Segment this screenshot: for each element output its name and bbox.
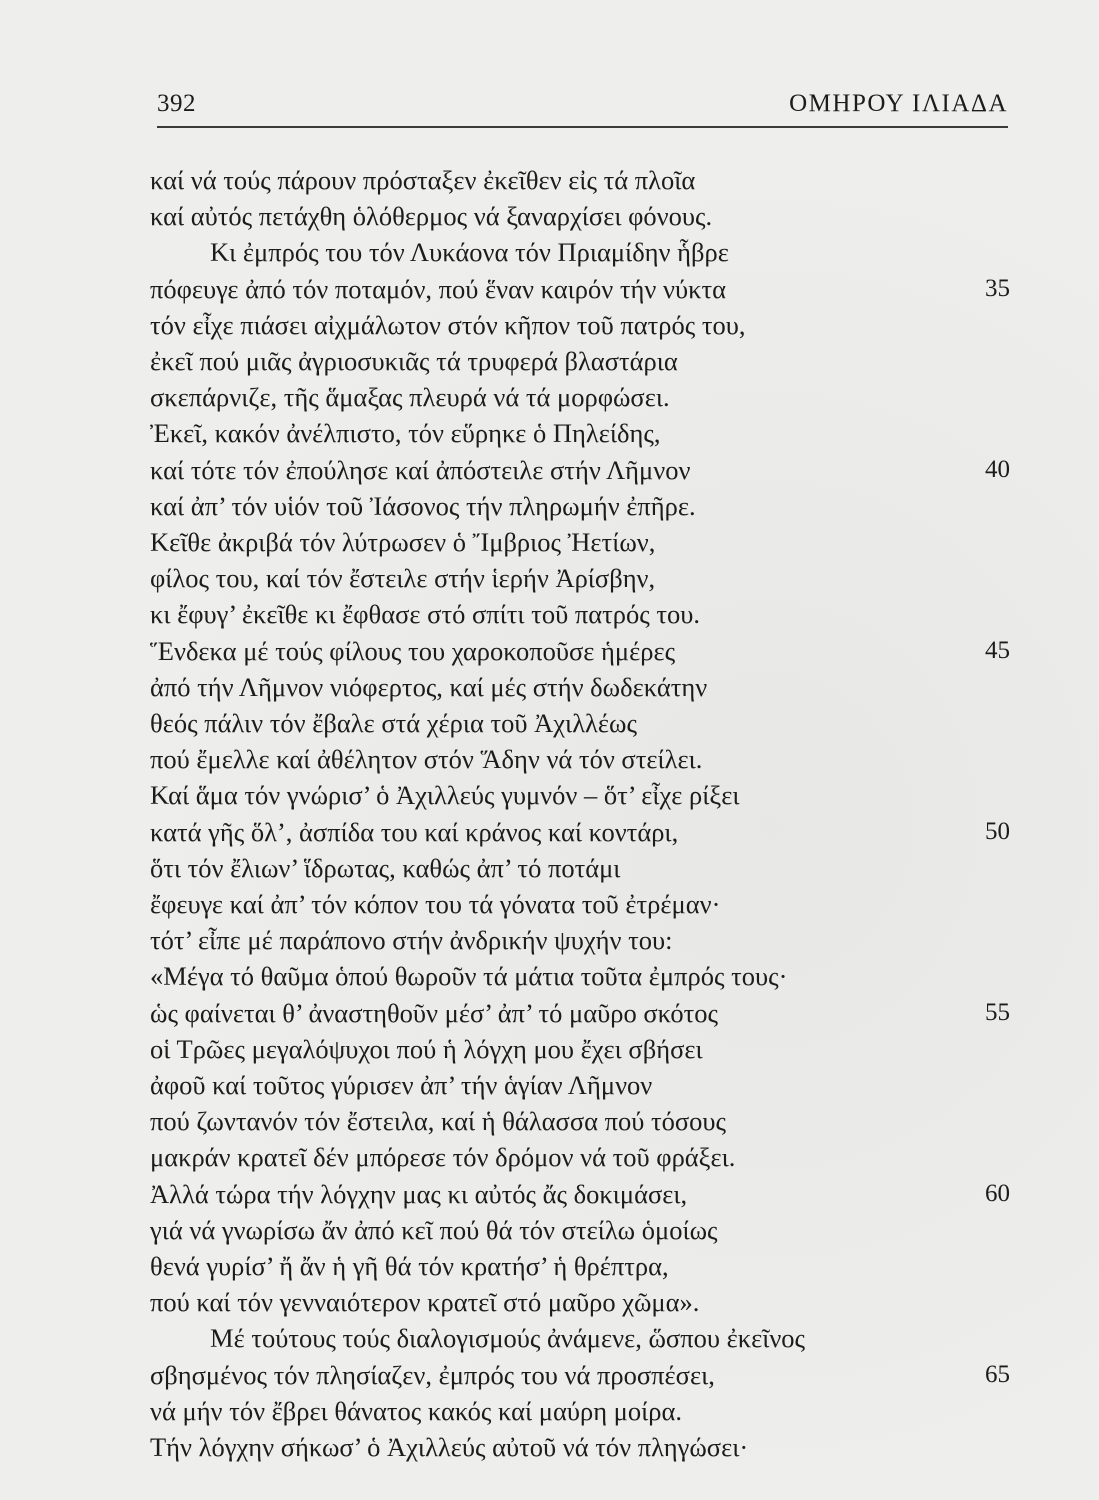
line-number: 40 bbox=[985, 456, 1010, 483]
verse-line: Ἕνδεκα μέ τούς φίλους του χαροκοποῦσε ἡμέρες bbox=[150, 636, 676, 666]
verse-line: ἀπό τήν Λῆμνον νιόφερτος, καί μές στήν δωδεκάτην bbox=[150, 672, 708, 702]
verse-line: ἔφευγε καί ἀπ’ τόν κόπον του τά γόνατα τοῦ ἐτρέμαν· bbox=[150, 889, 721, 919]
header-rule bbox=[157, 126, 1008, 128]
verse-line: μακράν κρατεῖ δέν μπόρεσε τόν δρόμον νά τοῦ φράξει. bbox=[150, 1142, 736, 1172]
line-number: 65 bbox=[985, 1361, 1010, 1388]
verse-line: ἀφοῦ καί τοῦτος γύρισεν ἀπ’ τήν ἁγίαν Λῆμνον bbox=[150, 1070, 653, 1100]
verse-line: κι ἔφυγ’ ἐκεῖθε κι ἔφθασε στό σπίτι τοῦ πατρός του. bbox=[150, 599, 700, 629]
verse-line: φίλος του, καί τόν ἔστειλε στήν ἱερήν Ἀρίσβην, bbox=[150, 563, 656, 593]
verse-line: τόν εἶχε πιάσει αἰχμάλωτον στόν κῆπον τοῦ πατρός του, bbox=[150, 310, 746, 340]
verse-line: ἐκεῖ πού μιᾶς ἀγριοσυκιᾶς τά τρυφερά βλαστάρια bbox=[150, 346, 678, 376]
verse-line: πού ζωντανόν τόν ἔστειλα, καί ἡ θάλασσα πού τόσους bbox=[150, 1106, 727, 1136]
verse-line: καί αὐτός πετάχθη ὁλόθερμος νά ξαναρχίσει φόνους. bbox=[150, 201, 713, 231]
verse-line: καί νά τούς πάρουν πρόσταξεν ἐκεῖθεν εἰς τά πλοῖα bbox=[150, 165, 696, 195]
line-number: 55 bbox=[985, 999, 1010, 1026]
verse-line: «Μέγα τό θαῦμα ὁπού θωροῦν τά μάτια τοῦτα ἐμπρός τους· bbox=[150, 961, 788, 991]
verse-line: ὡς φαίνεται θ’ ἀναστηθοῦν μέσ’ ἀπ’ τό μαῦρο σκότος bbox=[150, 998, 719, 1028]
line-number: 45 bbox=[985, 637, 1010, 664]
verse-line: ὅτι τόν ἔλιων’ ἵδρωτας, καθώς ἀπ’ τό ποτάμι bbox=[150, 853, 621, 883]
line-number: 35 bbox=[985, 275, 1010, 302]
verse-line: Τήν λόγχην σήκωσ’ ὁ Ἀχιλλεύς αὐτοῦ νά τόν πληγώσει· bbox=[150, 1432, 749, 1462]
verse-line: Κεῖθε ἀκριβά τόν λύτρωσεν ὁ Ἴμβριος Ἠετίων, bbox=[150, 527, 656, 557]
page-number: 392 bbox=[157, 90, 196, 117]
verse-line: Μέ τούτους τούς διαλογισμούς ἀνάμενε, ὥσπου ἐκεῖνος bbox=[210, 1323, 806, 1353]
verse-line: θενά γυρίσ’ ἤ ἄν ἡ γῆ θά τόν κρατήσ’ ἡ θρέπτρα, bbox=[150, 1251, 669, 1281]
running-head: ΟΜΗΡΟΥ ΙΛΙΑΔΑ bbox=[789, 90, 1008, 117]
verse-line: γιά νά γνωρίσω ἄν ἀπό κεῖ πού θά τόν στείλω ὁμοίως bbox=[150, 1215, 718, 1245]
verse-line: κατά γῆς ὅλ’, ἀσπίδα του καί κράνος καί κοντάρι, bbox=[150, 817, 679, 847]
verse-line: πού ἔμελλε καί ἀθέλητον στόν Ἅδην νά τόν στείλει. bbox=[150, 744, 703, 774]
verse-line: θεός πάλιν τόν ἔβαλε στά χέρια τοῦ Ἀχιλλέως bbox=[150, 708, 637, 738]
verse-line: Ἀλλά τώρα τήν λόγχην μας κι αὐτός ἄς δοκιμάσει, bbox=[150, 1179, 688, 1209]
verse-line: σκεπάρνιζε, τῆς ἅμαξας πλευρά νά τά μορφώσει. bbox=[150, 382, 670, 412]
page-header bbox=[157, 84, 1008, 124]
verse-line: τότ’ εἶπε μέ παράπονο στήν ἀνδρικήν ψυχήν του: bbox=[150, 925, 673, 955]
line-number: 50 bbox=[985, 818, 1010, 845]
verse-line: καί ἀπ’ τόν υἱόν τοῦ Ἰάσονος τήν πληρωμήν ἐπῆρε. bbox=[150, 491, 696, 521]
verse-line: νά μήν τόν ἔβρει θάνατος κακός καί μαύρη μοίρα. bbox=[150, 1396, 682, 1426]
verse-line: πόφευγε ἀπό τόν ποταμόν, πού ἕναν καιρόν τήν νύκτα bbox=[150, 274, 726, 304]
verse-line: καί τότε τόν ἐπούλησε καί ἀπόστειλε στήν Λῆμνον bbox=[150, 455, 691, 485]
verse-line: πού καί τόν γενναιότερον κρατεῖ στό μαῦρο χῶμα». bbox=[150, 1287, 700, 1317]
verse-line: Καί ἅμα τόν γνώρισ’ ὁ Ἀχιλλεύς γυμνόν – ὅτ’ εἶχε ρίξει bbox=[150, 780, 740, 810]
verse-line: σβησμένος τόν πλησίαζεν, ἐμπρός του νά προσπέσει, bbox=[150, 1360, 715, 1390]
verse-line: οἱ Τρῶες μεγαλόψυχοι πού ἡ λόγχη μου ἔχει σβήσει bbox=[150, 1034, 703, 1064]
verse-line: Κι ἐμπρός του τόν Λυκάονα τόν Πριαμίδην ἧβρε bbox=[210, 237, 729, 267]
verse-line: Ἐκεῖ, κακόν ἀνέλπιστο, τόν εὕρηκε ὁ Πηλείδης, bbox=[150, 418, 661, 448]
line-number: 60 bbox=[985, 1180, 1010, 1207]
